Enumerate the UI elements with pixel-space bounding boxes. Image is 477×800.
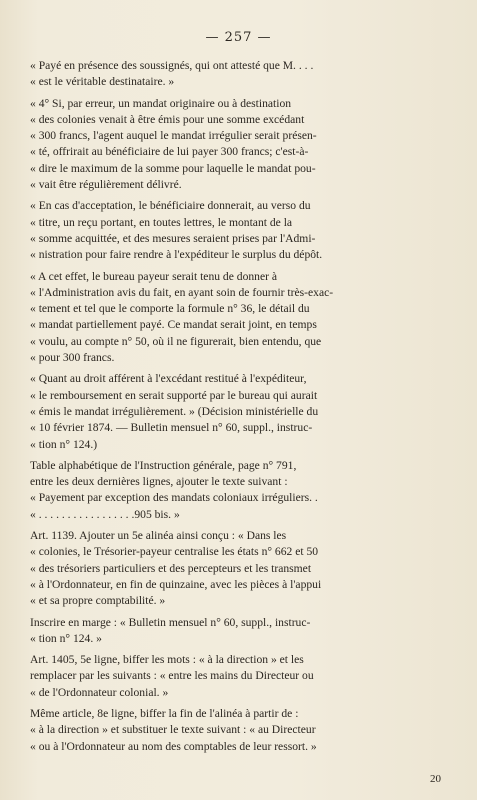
text-line: Art. 1139. Ajouter un 5e alinéa ainsi conçu : « Dans les (30, 529, 287, 543)
text-line: Même article, 8e ligne, biffer la fin de l'alinéa à partir de : (30, 706, 299, 720)
text-line: « A cet effet, le bureau payeur serait tenu de donner à (30, 269, 278, 283)
text-line: « de l'Ordonnateur colonial. » (30, 685, 169, 699)
page-number: — 257 — (205, 30, 272, 45)
text-line: « 4° Si, par erreur, un mandat originaire ou à destination (30, 96, 292, 110)
text-line: Table alphabétique de l'Instruction générale, page n° 791, (30, 458, 297, 472)
text-line: « émis le mandat irrégulièrement. » (Décision ministérielle du (30, 404, 319, 418)
text-line: « Payé en présence des soussignés, qui ont attesté que M. . . . (30, 59, 314, 72)
text-line: « colonies, le Trésorier-payeur centralise les états n° 662 et 50 (30, 545, 319, 559)
text-line: « nistration pour faire rendre à l'expéditeur le surplus du dépôt. (30, 248, 323, 262)
text-line: « et sa propre comptabilité. » (30, 594, 166, 608)
text-line: entre les deux dernières lignes, ajouter le texte suivant : (30, 475, 288, 489)
text-line: « . . . . . . . . . . . . . . . . .905 bis. » (30, 507, 180, 521)
text-line: Inscrire en marge : « Bulletin mensuel n° 60, suppl., instruc- (30, 615, 311, 629)
text-line: « En cas d'acceptation, le bénéficiaire donnerait, au verso du (30, 199, 311, 213)
text-line: « tion n° 124. » (30, 631, 102, 645)
text-line: « 10 février 1874. — Bulletin mensuel n° 60, suppl., instruc- (30, 421, 313, 435)
text-line: « le remboursement en serait supporté par le bureau qui aurait (30, 388, 318, 402)
text-line: « l'Administration avis du fait, en ayant soin de fournir très-exac- (30, 285, 334, 299)
text-line: « des trésoriers particuliers et des percepteurs et les transmet (30, 561, 312, 575)
body-text (30, 58, 448, 755)
text-line: « Payement par exception des mandats coloniaux irréguliers. . (30, 491, 318, 505)
text-line: « tion n° 124.) (30, 437, 98, 451)
text-line: « Quant au droit afférent à l'excédant restitué à l'expéditeur, (30, 372, 307, 386)
signature-mark: 20 (430, 773, 441, 785)
text-line: « vait être régulièrement délivré. (30, 178, 182, 192)
text-line: « tement et tel que le comporte la formule n° 36, le détail du (30, 302, 310, 316)
text-line: « té, offrirait au bénéficiaire de lui payer 300 francs; c'est-à- (30, 145, 309, 159)
text-line: « dire le maximum de la somme pour laquelle le mandat pou- (30, 161, 316, 175)
text-line: « voulu, au compte n° 50, où il ne figurerait, bien entendu, que (30, 334, 322, 348)
text-line: « titre, un reçu portant, en toutes lettres, le montant de la (30, 215, 293, 229)
text-line: « mandat partiellement payé. Ce mandat serait joint, en temps (30, 318, 317, 332)
text-line: remplacer par les suivants : « entre les mains du Directeur ou (30, 669, 314, 683)
text-line: « à l'Ordonnateur, en fin de quinzaine, avec les pièces à l'appui (30, 577, 322, 591)
text-line: « pour 300 francs. (30, 351, 115, 365)
text-line: « à la direction » et substituer le texte suivant : « au Directeur (30, 723, 316, 737)
text-line: « somme acquittée, et des mesures seraient prises par l'Admi- (30, 231, 316, 245)
text-line: « des colonies venait à être émis pour une somme excédant (30, 112, 305, 126)
text-line: Art. 1405, 5e ligne, biffer les mots : « à la direction » et les (30, 653, 304, 667)
text-line: « ou à l'Ordonnateur au nom des comptables de leur ressort. » (30, 739, 317, 753)
text-line: « est le véritable destinataire. » (30, 75, 175, 89)
text-line: « 300 francs, l'agent auquel le mandat irrégulier serait présen- (30, 129, 317, 143)
